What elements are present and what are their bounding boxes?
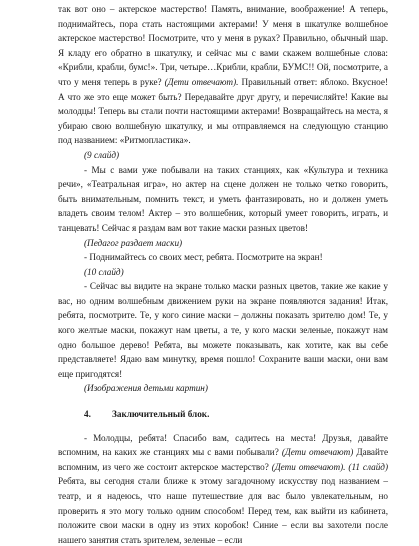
paragraph-stations: - Мы с вами уже побывали на таких станциях, как «Культура и техника речи», «Театральная игра», но актер на сцене должен не только четко говорить, быть внимательным, помнить текст, и уметь фантазировать, но и должен уметь владеть своим телом! Актер – это волшебник, который умеет говорить, играть, и танцевать! Сейчас я раздам вам вот такие маски разных цветов!	[58, 164, 388, 233]
section-number: 4.	[84, 409, 91, 420]
paragraph-stand-up: - Поднимайтесь со своих мест, ребята. Посмотрите на экран!	[84, 252, 323, 263]
italic-note: (Дети отвечают).	[271, 461, 346, 472]
paragraph-text: так вот оно – актерское мастерство! Память, внимание, воображение! А теперь, поднимайтесь, пора стать настоящими актерами! У меня в шкатулке волшебное актерское мастерство! Посмотрите, что у меня в руках? Правильно, обычный шар. Я кладу его обратно в шкатулку, и сейчас мы с вами скажем волшебные слова: «Крибли, крабли, бумс!». Три, четыре…Крибли, крабли, БУМС!! Ой, посмотрите, а что у меня теперь в руке?	[58, 4, 388, 87]
document-body	[58, 2, 388, 546]
paragraph-conclusion	[58, 431, 388, 546]
slide-10-note: (10 слайд)	[84, 266, 124, 277]
slide-9-note: (9 слайд)	[84, 149, 120, 160]
paragraph-text: Правильный ответ: яблоко. Вкусное! А что же это еще может быть? Передавайте друг другу, и перечисляйте! Какие вы молодцы! Теперь вы стали почти настоящими актерами! Возвращайтесь на места, я убираю свою волшебную шкатулку, и мы отправляемся на следующую станцию под названием: «Ритмопластика».	[58, 76, 389, 146]
paragraph-text: - Молодцы, ребята! Спасибо вам, садитесь на места! Друзья, давайте вспомним, на каких же станциях мы с вами побывали?	[58, 432, 388, 458]
teacher-masks-note: (Педагог раздает маски)	[84, 237, 183, 248]
paragraph-text: Давайте вспомним, из чего же состоит актерское мастерство?	[58, 447, 389, 472]
children-images-note: (Изображения детьми картин)	[84, 383, 208, 394]
italic-note: (Дети отвечают).	[164, 76, 239, 87]
section-title: Заключительный блок.	[112, 409, 210, 420]
italic-note: (11 слайд)	[348, 461, 389, 472]
paragraph-text: Ребята, вы сегодня стали ближе к этому загадочному искусству под названием – театр, и я надеюсь, что наше путешествие для вас было увлекательным, но проверить я это могу только одним способом! Перед тем, как выйти из кабинета, положите свои маски в одну из этих коробок! Синие – если вы захотели после нашего занятия стать зрителем, зеленые – если	[58, 476, 388, 545]
section-heading	[58, 407, 388, 422]
paragraph-masks-task: - Сейчас вы видите на экране только маски разных цветов, такие же какие у вас, но одним волшебным движением руки на экране появляются задания! Итак, ребята, посмотрите. Те, у кого синие маски – должны показать зрителю дом! Те, у кого желтые маски, покажут нам цветы, а те, у кого маски зеленые, покажут нам одно большое дерево! Ребята, вы можете показывать, как хотите, как вы себе представляете! Ядаю вам минутку, время пошло! Сохраните ваши маски, они вам еще пригодятся!	[58, 281, 388, 379]
italic-note: (Дети отвечают)	[281, 447, 354, 458]
paragraph-actor-mastery	[58, 2, 388, 148]
